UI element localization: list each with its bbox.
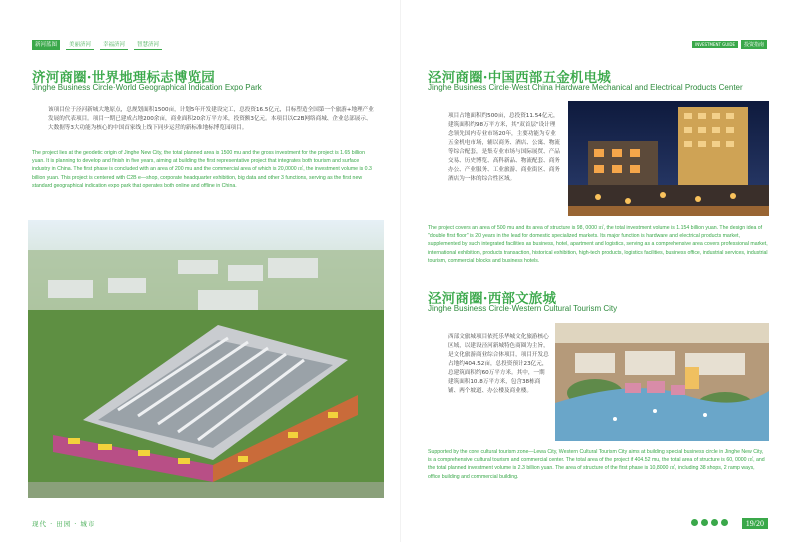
guide-label-cn: 投资指南 — [741, 40, 767, 49]
page-number: 19/20 — [742, 518, 768, 529]
tourism-city-body-en: Supported by the core cultural tourism zone—Lewa City, Western Cultural Tourism City aims at building special business circle in Jinghe New City, is a comprehensive cultural tourism and commercial center. The total area of the project if 404.52 mu, the total area of structure is 60, 0000 ㎡, and the total planned investment volume is 2.3 billion yuan. The area of structure of the first phase is 10,8000 ㎡, including 38 shops, 2 ramp ways, office building and commercial building. — [428, 449, 765, 480]
tourism-city-body-cn: 西部文旅城项目依托乐华城文化旅游核心区域，以建设泾河新城特色商圈为主旨，是文化旅游商业综合体项目，项目开发总占地约404.52亩，总投资预计23亿元，总建筑面积约60万平方米。其中，一期建筑面积10.8万平方米，包含38栋商铺、两个坡道、办公楼及商业楼。 — [448, 334, 549, 394]
logo-icon-1 — [691, 519, 698, 526]
tourism-city-title: 泾河商圈·西部文旅城 — [428, 291, 557, 307]
hardware-center-photo — [568, 101, 769, 216]
tourism-city-rendering — [555, 323, 769, 441]
nav-tab-beautiful[interactable]: 美丽济河 — [66, 40, 94, 50]
expo-park-body-en: The project lies at the geodetic origin of Jinghe New City, the total planned area is 1500 mu and the gross investment for the project is 1.65 billion yuan. It is planning to develop and finish in five years, aiming at building the first representative project that integrates both tourism and surface industry in China. The first phase is concluded with an area of 200 mu and the commercial area of which is 20,0000 ㎡, the investment volume is 0.3 billion yuan. This project is centered with C2B e—shop, corporate headquarter exhibition, big data and other 3 functions, serving as the first new standard geographical indication expo park that operates both online and offline in China. — [32, 150, 372, 189]
expo-park-body-cn: 该项目位于泾河新城大地原点，总规划面积1500亩，计划5年开发建设完工，总投资16.5亿元，目标塑造全国第一个旅游+地理产业发展的代表项目。项目一期已建成占地200余亩，商业面积20余万平方米，投资额3亿元。本项目以C2B网络商城、企业总部展示、大数据等3大功能为核心的中国首家线上线下同步运营的新标准地标博览园项目。 — [48, 107, 374, 131]
nav-tab-smart[interactable]: 智慧济河 — [134, 40, 162, 50]
logo-icon-4 — [721, 519, 728, 526]
section-nav — [32, 40, 162, 50]
expo-park-title: 济河商圈·世界地理标志博览园 — [32, 70, 215, 86]
expo-park-rendering — [28, 220, 384, 498]
tourism-city-subtitle: Jinghe Business Circle·Western Cultural Tourism City — [428, 304, 618, 313]
investment-guide-label — [692, 40, 767, 49]
hardware-center-body-en: The project covers an area of 500 mu and its area of structure is 98, 0000 ㎡, the total investment volume is 1.154 billion yuan. The design idea of "double first floor" is 20 years in the lead for domestic specialized markets. Its major function is hardware and electrical products market, supplemented by such integrated facilities as business, hotel, apartment and logistics, serving as a comprehensive area covers professional market, international exhibition, products transaction, historical exhibition, high-tech products, logistics facilities, business office, industrial services, industrial tourism, commercial blocks and business hotels. — [428, 225, 768, 264]
footer-logos — [691, 519, 728, 526]
expo-park-subtitle: Jinghe Business Circle·World Geographical Indication Expo Park — [32, 83, 262, 92]
logo-icon-2 — [701, 519, 708, 526]
nav-tab-blueprint[interactable]: 新河蓝图 — [32, 40, 60, 50]
footer-slogan: 现代 · 田园 · 城市 — [32, 520, 96, 528]
hardware-center-body-cn: 项目占地面积约500亩，总投资11.54亿元，建筑面积约98万平方米，其"双首层"设计理念领先国内专业市场20年，主要功能为专业五金机电市场，辅以商务、酒店、公寓、物流等综合配套，是集专业市场与国际展贸、产品交易、历史博览、高科新品、物流配套、商务办公、产业服务、工业旅游、商业街区、商务酒店为一体的综合性区域。 — [448, 113, 560, 182]
logo-icon-3 — [711, 519, 718, 526]
guide-label-en: INVESTMENT GUIDE — [692, 41, 738, 48]
hardware-center-title: 泾河商圈·中国西部五金机电城 — [428, 70, 611, 86]
page-spine — [400, 0, 401, 542]
nav-tab-happy[interactable]: 幸福济河 — [100, 40, 128, 50]
hardware-center-subtitle: Jinghe Business Circle·West China Hardware Mechanical and Electrical Products Center — [428, 83, 743, 92]
